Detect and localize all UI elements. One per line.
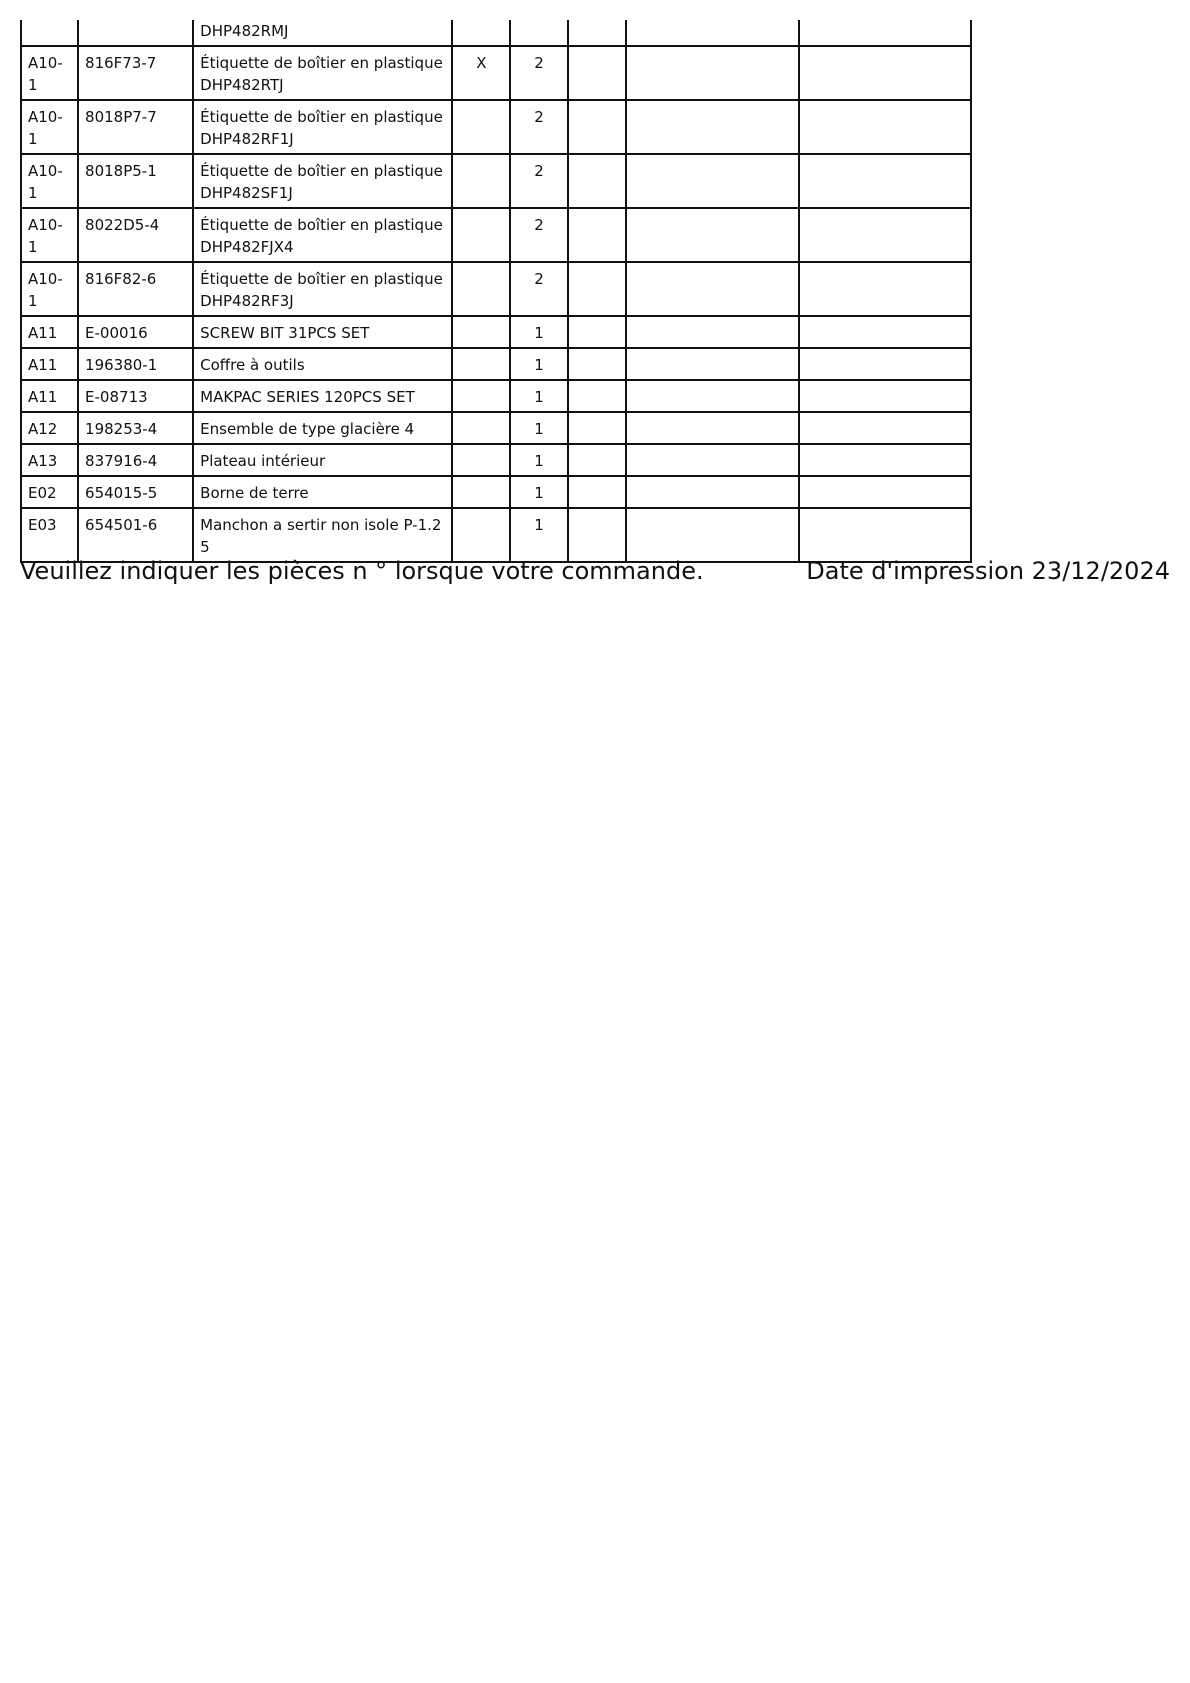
quantity-cell: 1 <box>510 412 567 444</box>
mark-cell <box>452 412 510 444</box>
mark-cell <box>452 154 510 208</box>
table-row <box>21 380 971 412</box>
table-row <box>21 154 971 208</box>
empty-cell <box>568 508 626 562</box>
empty-cell <box>626 154 799 208</box>
empty-cell <box>568 208 626 262</box>
quantity-cell: 2 <box>510 262 567 316</box>
empty-cell <box>568 46 626 100</box>
empty-cell <box>626 476 799 508</box>
empty-cell <box>568 100 626 154</box>
order-note: Veuillez indiquer les pièces n ° lorsque votre commande. <box>20 557 704 585</box>
mark-cell <box>452 476 510 508</box>
empty-cell <box>626 208 799 262</box>
empty-cell <box>626 444 799 476</box>
quantity-cell: 1 <box>510 348 567 380</box>
quantity-cell: 2 <box>510 46 567 100</box>
mark-cell <box>452 444 510 476</box>
description-cell: Étiquette de boîtier en plastique DHP482SF1J <box>193 154 452 208</box>
part-number-cell: 198253-4 <box>78 412 193 444</box>
empty-cell <box>799 208 971 262</box>
empty-cell <box>799 412 971 444</box>
ref-cell: A11 <box>21 348 78 380</box>
part-number-cell: 816F73-7 <box>78 46 193 100</box>
part-number-cell: 196380-1 <box>78 348 193 380</box>
quantity-cell: 2 <box>510 100 567 154</box>
mark-cell <box>452 20 510 46</box>
quantity-cell: 1 <box>510 444 567 476</box>
mark-cell <box>452 316 510 348</box>
mark-cell <box>452 100 510 154</box>
quantity-cell: 1 <box>510 508 567 562</box>
quantity-cell: 1 <box>510 476 567 508</box>
empty-cell <box>799 348 971 380</box>
part-number-cell: 837916-4 <box>78 444 193 476</box>
empty-cell <box>799 46 971 100</box>
table-row-continued <box>21 20 971 46</box>
empty-cell <box>626 348 799 380</box>
mark-cell <box>452 208 510 262</box>
empty-cell <box>626 412 799 444</box>
part-number-cell: 654015-5 <box>78 476 193 508</box>
description-cell: Étiquette de boîtier en plastique DHP482RF1J <box>193 100 452 154</box>
description-cell: Plateau intérieur <box>193 444 452 476</box>
table-row <box>21 412 971 444</box>
empty-cell <box>799 508 971 562</box>
part-number-cell: 816F82-6 <box>78 262 193 316</box>
empty-cell <box>568 154 626 208</box>
empty-cell <box>626 46 799 100</box>
empty-cell <box>568 316 626 348</box>
ref-cell: A10-1 <box>21 262 78 316</box>
empty-cell <box>626 100 799 154</box>
empty-cell <box>568 412 626 444</box>
part-number-cell: 8022D5-4 <box>78 208 193 262</box>
empty-cell <box>626 20 799 46</box>
description-cell: Étiquette de boîtier en plastique DHP482FJX4 <box>193 208 452 262</box>
empty-cell <box>626 262 799 316</box>
ref-cell: A10-1 <box>21 208 78 262</box>
part-number-cell: E-08713 <box>78 380 193 412</box>
parts-table-body <box>21 20 971 562</box>
quantity-cell: 1 <box>510 380 567 412</box>
empty-cell <box>799 380 971 412</box>
ref-cell: E02 <box>21 476 78 508</box>
description-cell: Manchon a sertir non isole P-1.2 5 <box>193 508 452 562</box>
quantity-cell: 1 <box>510 316 567 348</box>
empty-cell <box>568 20 626 46</box>
description-cell: SCREW BIT 31PCS SET <box>193 316 452 348</box>
mark-cell <box>452 348 510 380</box>
ref-cell: A11 <box>21 316 78 348</box>
empty-cell <box>626 380 799 412</box>
ref-cell: A10-1 <box>21 46 78 100</box>
ref-cell: A10-1 <box>21 154 78 208</box>
table-row <box>21 508 971 562</box>
description-cell: Coffre à outils <box>193 348 452 380</box>
ref-cell: A10-1 <box>21 100 78 154</box>
empty-cell <box>799 444 971 476</box>
part-number-cell: 654501-6 <box>78 508 193 562</box>
description-cell: Ensemble de type glacière 4 <box>193 412 452 444</box>
mark-cell <box>452 508 510 562</box>
ref-cell: A11 <box>21 380 78 412</box>
print-date: Date d'impression 23/12/2024 <box>806 557 1170 585</box>
description-cell: Étiquette de boîtier en plastique DHP482RTJ <box>193 46 452 100</box>
table-row <box>21 348 971 380</box>
part-number-cell: 8018P7-7 <box>78 100 193 154</box>
empty-cell <box>799 20 971 46</box>
table-row <box>21 100 971 154</box>
parts-table <box>20 20 972 563</box>
quantity-cell <box>510 20 567 46</box>
mark-cell <box>452 380 510 412</box>
mark-cell <box>452 262 510 316</box>
table-row <box>21 46 971 100</box>
empty-cell <box>799 316 971 348</box>
empty-cell <box>799 154 971 208</box>
ref-cell: E03 <box>21 508 78 562</box>
table-row <box>21 444 971 476</box>
ref-cell <box>21 20 78 46</box>
part-number-cell <box>78 20 193 46</box>
empty-cell <box>799 262 971 316</box>
description-cell: DHP482RMJ <box>193 20 452 46</box>
empty-cell <box>626 508 799 562</box>
table-row <box>21 262 971 316</box>
empty-cell <box>568 262 626 316</box>
page-footer <box>20 556 1170 586</box>
ref-cell: A12 <box>21 412 78 444</box>
table-row <box>21 476 971 508</box>
part-number-cell: E-00016 <box>78 316 193 348</box>
ref-cell: A13 <box>21 444 78 476</box>
empty-cell <box>568 476 626 508</box>
empty-cell <box>626 316 799 348</box>
quantity-cell: 2 <box>510 154 567 208</box>
table-row <box>21 316 971 348</box>
empty-cell <box>568 380 626 412</box>
description-cell: MAKPAC SERIES 120PCS SET <box>193 380 452 412</box>
quantity-cell: 2 <box>510 208 567 262</box>
empty-cell <box>799 476 971 508</box>
part-number-cell: 8018P5-1 <box>78 154 193 208</box>
description-cell: Borne de terre <box>193 476 452 508</box>
description-cell: Étiquette de boîtier en plastique DHP482RF3J <box>193 262 452 316</box>
table-row <box>21 208 971 262</box>
empty-cell <box>799 100 971 154</box>
empty-cell <box>568 444 626 476</box>
mark-cell: X <box>452 46 510 100</box>
empty-cell <box>568 348 626 380</box>
